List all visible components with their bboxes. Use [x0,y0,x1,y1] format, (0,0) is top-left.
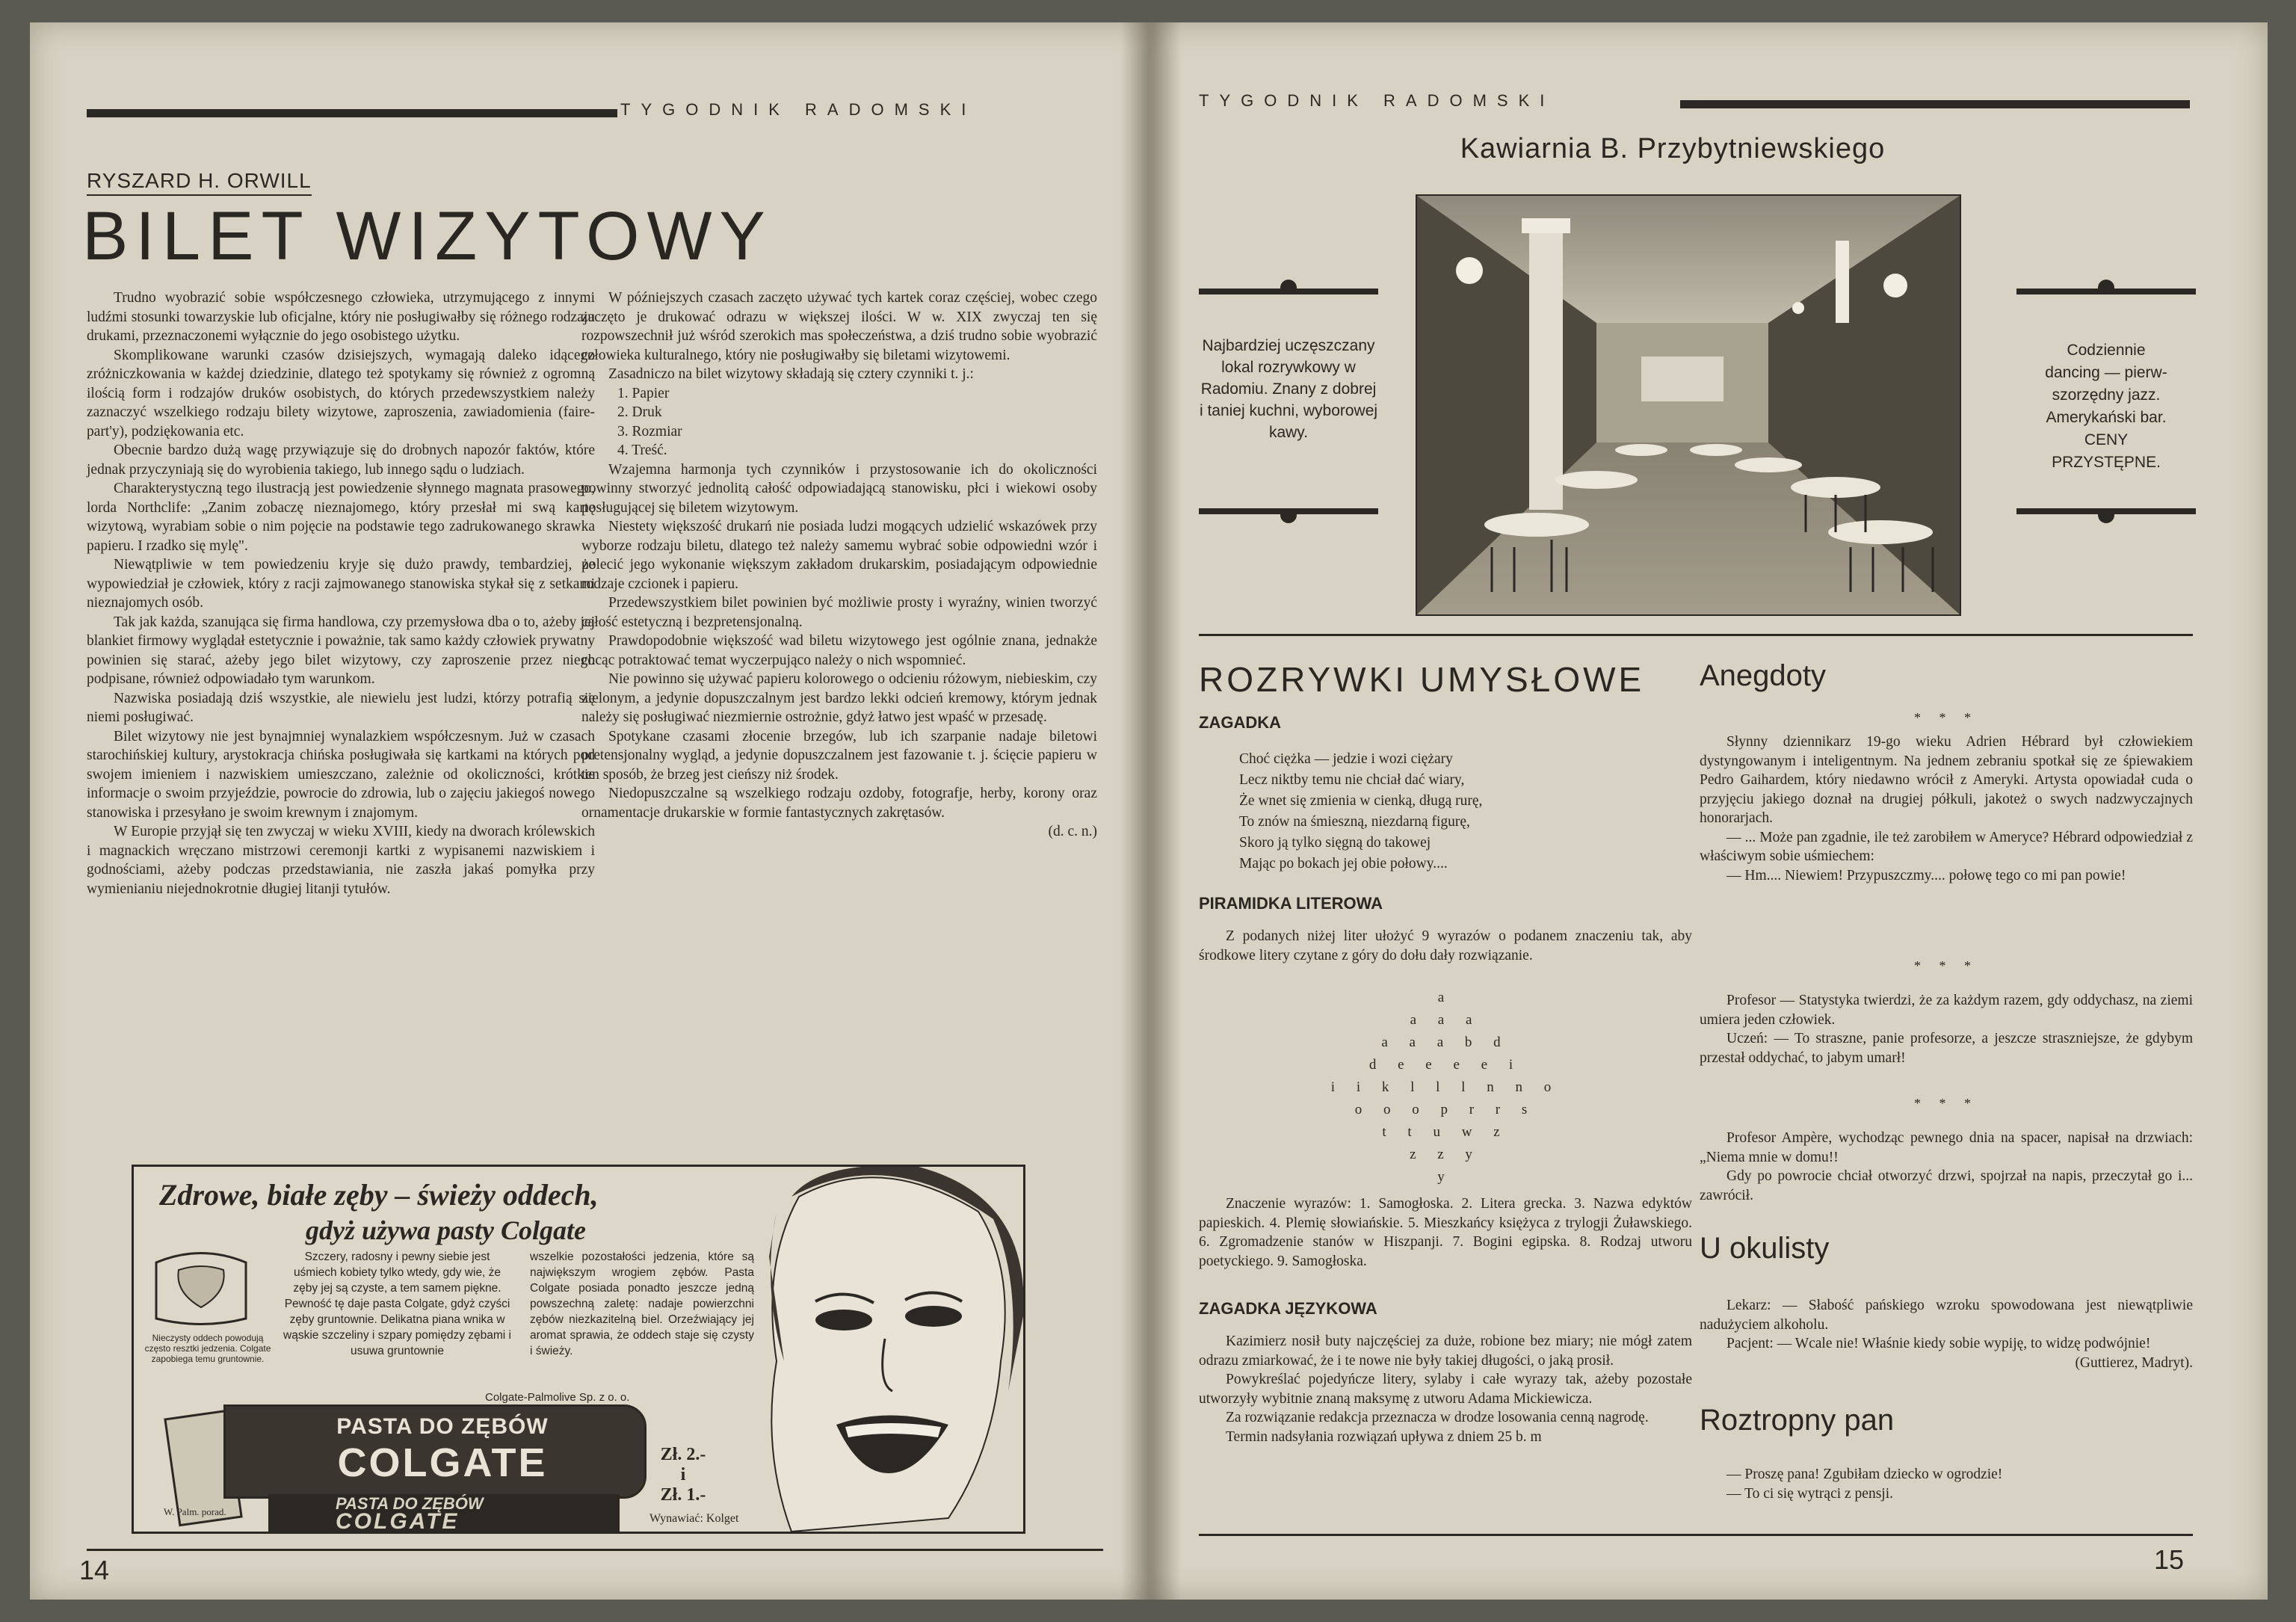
stars-divider: * * * [1914,1096,1978,1111]
author: RYSZARD H. ORWILL [87,169,312,196]
cafe-left-ornament-top [1199,280,1378,295]
paragraph: W Europie przyjął się ten zwyczaj w wieku XVIII, kiedy na dworach królewskich i magnackich wręczano mistrzowi ceremonji kartki z wypisanemi nazwiskiem i godnościami, ażeby podczas przedstawiania, nie zaszła jakaś pomyłka przy wymienianiu niejednokrotnie długiej litanji tytułów. [87,824,595,897]
header-rule [87,109,617,117]
pyramid-row: y [1437,1169,1454,1185]
okulisty-title: U okulisty [1700,1232,1830,1265]
paragraph: Niestety większość drukarń nie posiada ludzi mogących udzielić wskazówek przy wyborze rodzaju biletu, dlatego też należy samemu wybrać sobie odpowiedni wzór i polecić jego wykonanie większym zakładom drukarskim, posiadającym odpowiednie rodzaje czcionek i papieru. [581,519,1097,592]
footer-rule [87,1549,1103,1551]
list-item: 2. Druk [617,404,662,420]
paragraph: Słynny dziennikarz 19-go wieku Adrien Hébrard był człowiekiem dystyngowanym i inteligentnym. Na jednem zebraniu spotkał się ze śpiewakiem Pedro Gaihardem, który niedawno wrócił z Ameryki. Artysta opowiadał cuda o przyjęciu jakiego doznał na drugiej półkuli, jakoteż o swych nadzwyczajnych honorarjach. [1700,734,2193,826]
paragraph: Zasadniczo na bilet wizytowy składają się cztery czynniki t. j.: [608,366,974,382]
ad-small-note: Nieczysty oddech powodują często resztki jedzenia. Colgate zapobiega temu gruntownie. [144,1333,271,1364]
paragraph: Znaczenie wyrazów: 1. Samogłoska. 2. Litera grecka. 3. Nazwa edyktów papieskich. 4. Plemię słowiańskie. 5. Mieszkańcy księżyca z trylogji Żuławskiego. 6. Zgromadzenie stanów w Hiszpanji. 7. Bogini egipska. 8. Rodzaj utworu poetyckiego. 9. Samogłoska. [1199,1196,1692,1269]
piramidka-title: PIRAMIDKA LITEROWA [1199,894,1383,913]
paragraph: Pacjent: — Wcale nie! Właśnie kiedy sobie wypiję, to widzę podwójnie! [1726,1336,2151,1351]
paragraph: Obecnie bardzo dużą wagę przywiązuje się do drobnych napozór faktów, które jednak przyczyniają się do wyrobienia takiego, lub innego sądu o ludziach. [87,442,595,478]
colgate-ad [132,1165,1025,1534]
ad-subheadline: gdyż używa pasty Colgate [306,1215,586,1245]
cafe-right-line: Codziennie [2067,342,2146,359]
anecdote-hebrard [1700,733,2193,885]
list-item: 1. Papier [617,385,670,401]
header-rule [1680,100,2190,108]
article-column-2 [581,289,1097,842]
ad-body-left: Szczery, radosny i pewny siebie jest uśmiech kobiety tylko wtedy, gdy wie, że zęby jej są czyste, a tem samem piękne. Pewność tę daje pasta Colgate, gdyż czyści zęby gruntownie. Delikatna piana wnika w wąskie szczeliny i szpary pomiędzy zębami i usuwa gruntownie [283,1251,511,1357]
paragraph: W późniejszych czasach zaczęto używać tych kartek coraz częściej, wobec czego zaczęto je drukować odrazu w większej ilości. W w. XIX zwyczaj ten się rozpowszechnił już wśród szerokich mas społeczeństwa, a dziś trudno sobie wyobrazić człowieka kulturalnego, który nie posługiwałby się biletami wizytowemi. [581,290,1097,363]
continued-note: (d. c. n.) [1048,824,1097,839]
anecdote-statystyka [1700,991,2193,1067]
paragraph: Przedewszystkiem bilet powinien być możliwie prosty i wyraźny, winien tworzyć całość estetyczną i bezpretensjonalną. [581,595,1097,630]
paragraph: — To ci się wytrąci z pensji. [1726,1485,1894,1502]
list-item: 4. Treść. [617,442,667,458]
poem-line: Skoro ją tylko sięgną do takowej [1239,835,1431,851]
cafe-right-line: PRZYSTĘPNE. [2052,454,2161,471]
okulisty-source: (Guttierez, Madryt). [2075,1354,2193,1371]
ad-body-right: wszelkie pozostałości jedzenia, które są największym wrogiem zębów. Pasta Colgate posiada ponadto jeszcze jedną powszechną zaletę: nadaje powierzchni zębów niezkazitelną biel. Orzeźwiający jej aromat sprawia, że oddech staje się czysty i świeży. [530,1251,754,1357]
paragraph: Wzajemna harmonja tych czynników i przystosowanie ich do okoliczności powinny stworzyć jednolitą całość odpowiadającą stanowisku, płci i wiekowi osoby posługującej się biletem wizytowym. [581,461,1097,516]
pyramid-row: a a a [1410,1012,1481,1028]
stars-divider: * * * [1914,710,1978,725]
paragraph: Termin nadsyłania rozwiązań upływa z dniem 25 b. m [1226,1428,1542,1445]
paragraph: — Hm.... Niewiem! Przypuszczmy.... połowę tego co mi pan powie! [1726,867,2126,884]
paragraph: Powykreślać pojedyńcze litery, sylaby i całe wyrazy tak, ażeby pozostałe utworzyły wybitnie znaną maksymę z utworu Adama Mickiewicza. [1199,1372,1692,1407]
pyramid-row: d e e e e i [1368,1057,1522,1073]
paragraph: Prawdopodobnie większość wad biletu wizytowego jest ogólnie znana, jednakże chcąc potraktować temat wyczerpująco należy o nich wspomnieć. [581,633,1097,668]
cafe-left-text: Najbardziej uczęszczany lokal rozrywkowy w Radomiu. Znany z dobrej i taniej kuchni, wyborowej kawy. [1199,337,1378,441]
paragraph: Gdy po powrocie chciał otworzyć drzwi, spojrzał na napis, przeczytał go i... zawrócił. [1700,1168,2193,1203]
pyramid-row: a a a b d [1381,1034,1510,1050]
paragraph: Za rozwiązanie redakcja przeznacza w drodze losowania cenną nagrodę. [1226,1410,1649,1425]
paragraph: Tak jak każda, szanująca się firma handlowa, czy przemysłowa dba o to, ażeby jej blankiet firmowy wyglądał estetycznie i poważnie, tak samo każdy człowiek prywatny powinien się starać, ażeby jego bilet wizytowy, czy zaproszenie przez niego podpisane, również odpowiadało tym warunkom. [87,614,595,687]
box-brand: COLGATE [336,1509,460,1534]
roztropny-text [1700,1465,2193,1503]
price-block [657,1445,709,1505]
cafe-right-ornament-bottom [2016,508,2196,523]
poem-line: Choć ciężka — jedzie i wozi ciężary [1239,751,1453,767]
tube-box [268,1494,620,1532]
mirror-sketch [149,1248,253,1330]
zagadka-title: ZAGADKA [1199,713,1281,732]
right-page [1149,22,2268,1600]
page-number: 14 [79,1555,110,1585]
box-label: PASTA DO ZĘBÓW [336,1494,484,1513]
poem-line: Mając po bokach jej obie połowy.... [1239,856,1448,872]
piramidka-text [1199,927,1692,965]
paragraph: Nazwiska posiadają dziś wszystkie, ale niewielu jest ludzi, którzy potrafią się niemi posługiwać. [87,690,595,725]
cafe-right-line: Amerykański bar. [2046,409,2167,426]
cafe-right-line: CENY [2084,431,2129,448]
okulisty-text [1700,1296,2193,1372]
anegdoty-title: Anegdoty [1700,659,1827,692]
paragraph: — ... Może pan zgadnie, ile też zarobiłem w Ameryce? Hébrard odpowiedział z właściwym sobie uśmiechem: [1700,829,2193,864]
cafe-right-text [2016,339,2196,474]
cafe-right-line: dancing — pierw- [2045,364,2167,381]
paragraph: Profesor Ampère, wychodząc pewnego dnia na spacer, napisał na drzwiach: „Niema mnie w domu!! [1700,1130,2193,1165]
section-rule [1199,634,2193,636]
footer-rule [1199,1534,2193,1536]
jezykowa-text [1199,1332,1692,1446]
ad-signature: Colgate-Palmolive Sp. z o. o. [485,1391,630,1404]
paragraph: Uczeń: — To straszne, panie profesorze, a jeszcze straszniejsze, że gdybym przestał oddychać, to jabym umarł! [1700,1031,2193,1066]
pyramid-row: t t u w z [1382,1124,1509,1140]
price-large: Zł. 2.- [660,1445,706,1464]
distributor: Wynawiać: Kolget [649,1512,739,1525]
paragraph: Charakterystyczną tego ilustracją jest powiedzenie słynnego magnata prasowego, lorda Northclife: „Zanim zobaczę nieznajomego, który przesłał mi swą kartę wizytową, wyrabiam sobie o nim pojęcie na podstawie tego zadrukowanego skrawka papieru. I rzadko się mylę". [87,481,595,554]
pyramid-row: o o o p r r s [1354,1102,1537,1117]
letter-pyramid [1199,987,1692,1188]
paragraph: Lekarz: — Słabość pańskiego wzroku spowodowana jest niewątpliwie nadużyciem alkoholu. [1700,1298,2193,1333]
paragraph: Trudno wyobrazić sobie współczesnego człowieka, utrzymującego z innymi ludźmi stosunki towarzyskie lub oficjalne, który nie posługiwałby się różnego rodzaju drukami, przeznaczonemi wyłącznie do jego osobistego użytku. [87,290,595,344]
cafe-photo [1416,194,1961,616]
paragraph: — Proszę pana! Zgubiłam dziecko w ogrodzie! [1726,1467,2003,1482]
pyramid-row: i i k l l l n n o [1330,1079,1561,1095]
cafe-title: Kawiarnia B. Przybytniewskiego [1460,133,1886,164]
factor-list [581,384,1097,460]
tube-brand: COLGATE [337,1440,548,1485]
cafe-right-ornament-top [2016,280,2196,295]
left-page [30,22,1149,1600]
jezykowa-title: ZAGADKA JĘZYKOWA [1199,1299,1377,1318]
poem-line: Lecz niktby temu nie chciał dać wiary, [1239,772,1465,788]
anecdote-ampere [1700,1129,2193,1205]
woman-illustration [732,1167,1023,1532]
ad-corner-note: W. Palm. porad. [164,1506,226,1517]
article-column-1 [87,289,595,898]
page-number: 15 [2154,1544,2185,1575]
article-title: BILET WIZYTOWY [82,198,773,274]
puzzles-title: ROZRYWKI UMYSŁOWE [1199,660,1645,699]
paragraph: Nie powinno się używać papieru kolorowego o odcieniu różowym, niebieskim, czy zielonym, a jedynie dopuszczalnym jest bardzo lekki odcień kremowy, którym jednak należy się posługiwać niezmiernie ostrożnie, gdyż łatwo jest wpaść w przesadę. [581,671,1097,725]
paragraph: Niewątpliwie w tem powiedzeniu kryje się dużo prawdy, tembardziej, że wypowiedział je człowiek, który z racji zajmowanego stanowiska stykał się z setkami nieznajomych osób. [87,557,595,611]
price-and: i [680,1465,686,1484]
ad-headline: Zdrowe, białe zęby – świeży oddech, [159,1178,599,1212]
piramidka-meaning [1199,1194,1692,1271]
toothpaste-tube [223,1404,646,1499]
poem-line: Że wnet się zmienia w cienką, długą rurę, [1239,793,1483,809]
riddle-poem [1239,749,1673,875]
price-small: Zł. 1.- [660,1485,706,1505]
cafe-right-line: szorzędny jazz. [2052,386,2161,404]
running-head: TYGODNIK RADOMSKI [1199,91,1555,110]
paragraph: Z podanych niżej liter ułożyć 9 wyrazów o podanem znaczeniu tak, aby środkowe litery czytane z góry do dołu dały rozwiązanie. [1199,928,1692,963]
poem-line: To znów na śmieszną, niezdarną figurę, [1239,814,1470,830]
paragraph: Kazimierz nosił buty najczęściej za duże, robione bez miary; nie mógł zatem odrazu zmiarkować, że i te nowe nie były takiej długości, o jaką prosił. [1199,1333,1692,1369]
paragraph: Skomplikowane warunki czasów dzisiejszych, wymagają daleko idącego zróżniczkowania w każdej dziedzinie, dlatego też spotykamy się również z ogromną ilością form i rodzajów druków osobistych, do których przedewszystkiem należy zaznaczyć wszelkiego rodzaju bilety wizytowe, zaproszenia, zawiadomienia (faire-part'y), podziękowania etc. [87,347,595,440]
cafe-left-ornament-bottom [1199,508,1378,523]
list-item: 3. Rozmiar [617,423,682,440]
tube-label: PASTA DO ZĘBÓW [336,1414,549,1439]
stars-divider: * * * [1914,958,1978,973]
paragraph: Niedopuszczalne są wszelkiego rodzaju ozdoby, fotografje, herby, korony oraz ornamentacje drukarskie w formie fantastycznych zakrętasów. [581,786,1097,821]
roztropny-title: Roztropny pan [1700,1404,1895,1437]
paragraph: Bilet wizytowy nie jest bynajmniej wynalazkiem współczesnym. Już w czasach starochińskiej kultury, arystokracja chińska posługiwała się kartkami na których pod swojem imieniem i nazwiskiem umieszczano, zależnie od okoliczności, krótkie informacje o swoim przyjeździe, powrocie do zdrowia, lub o zajęciu jakiegoś nowego stanowiska i przesyłano je swoim krewnym i znajomym. [87,728,595,821]
pyramid-row: a [1437,990,1454,1005]
running-head: TYGODNIK RADOMSKI [620,100,977,119]
pyramid-row: z z y [1410,1147,1481,1162]
paragraph: Spotykane czasami złocenie brzegów, lub ich szarpanie nadaje biletowi pretensjonalny wygląd, a jedynie dopuszczalnem jest fazowanie t. j. ścięcie papieru w ten sposób, że brzeg jest cieńszy niż środek. [581,728,1097,783]
paragraph: Profesor — Statystyka twierdzi, że za każdym razem, gdy oddychasz, na ziemi umiera jeden człowiek. [1700,993,2193,1028]
